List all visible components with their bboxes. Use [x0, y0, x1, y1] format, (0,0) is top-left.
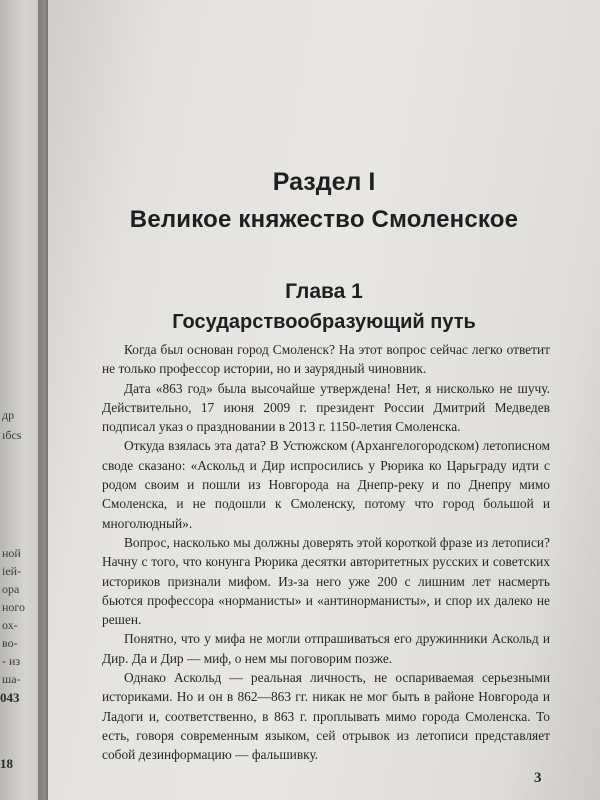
chapter-title: Государствообразующий путь	[172, 311, 476, 333]
left-page-fragment: ной	[2, 546, 21, 560]
chapter-body	[102, 340, 550, 765]
paragraph: Понятно, что у мифа не могли отпрашиваться его дружинники Аскольд и Дир. Да и Дир — миф, о нем мы поговорим позже.	[102, 631, 550, 666]
book-page	[48, 0, 600, 800]
left-page-fragment: во-	[2, 636, 18, 650]
left-page-fragment: ора	[2, 582, 20, 596]
left-page-fragment: др	[2, 408, 15, 422]
left-page-fragment: іей-	[2, 564, 22, 578]
left-page-number-fragment: 043	[0, 690, 20, 705]
page-number: 3	[534, 770, 542, 786]
section-label: Раздел I	[272, 168, 376, 196]
paragraph: Откуда взялась эта дата? В Устюжском (Архангелогородском) летописном своде сказано: «Аскольд и Дир испросились у Рюрика ко Царьграду идти с родом своим и пошли из Новгорода на Днепр-реку и по Днепру мимо Смоленска, и не подошли к Смоленску, потому что город большой и многолюдный».	[102, 438, 550, 531]
paragraph: Однако Аскольд — реальная личность, не оспариваемая серьезными историками. Но и он в 862—863 гг. никак не мог быть в районе Новгорода и Ладоги и, соответственно, в 863 г. проплывать мимо города Смоленска. То есть, говоря современным языком, сей отрывок из летописи представляет собой дезинформацию — фальшивку.	[102, 670, 550, 763]
left-page-number: 18	[0, 756, 13, 771]
paragraph: Дата «863 год» была высочайше утверждена! Нет, я нисколько не шучу. Действительно, 17 июня 2009 г. президент России Дмитрий Медведев подписал указ о праздновании в 2013 г. 1150-летия Смоленска.	[102, 380, 550, 435]
left-page-fragment: - из	[2, 654, 21, 668]
left-page-fragment: ного	[2, 600, 26, 614]
paragraph: Когда был основан город Смоленск? На этот вопрос сейчас легко ответит не только профессор истории, но и заурядный чиновник.	[102, 342, 550, 377]
left-page-fragment: ıбсs	[2, 428, 22, 442]
left-page-fragment: ох-	[2, 618, 18, 632]
paragraph: Вопрос, насколько мы должны доверять этой короткой фразе из летописи? Начну с того, что конунга Рюрика десятки авторитетных русских и советских историков признали мифом. Из-за него уже 200 с лишним лет насмерть бьются профессора «норманисты» и «антинорманисты», и спор их далеко не решен.	[102, 534, 550, 628]
section-title: Великое княжество Смоленское	[129, 206, 519, 233]
chapter-label: Глава 1	[285, 280, 363, 303]
left-page-fragment: ша-	[2, 672, 21, 686]
